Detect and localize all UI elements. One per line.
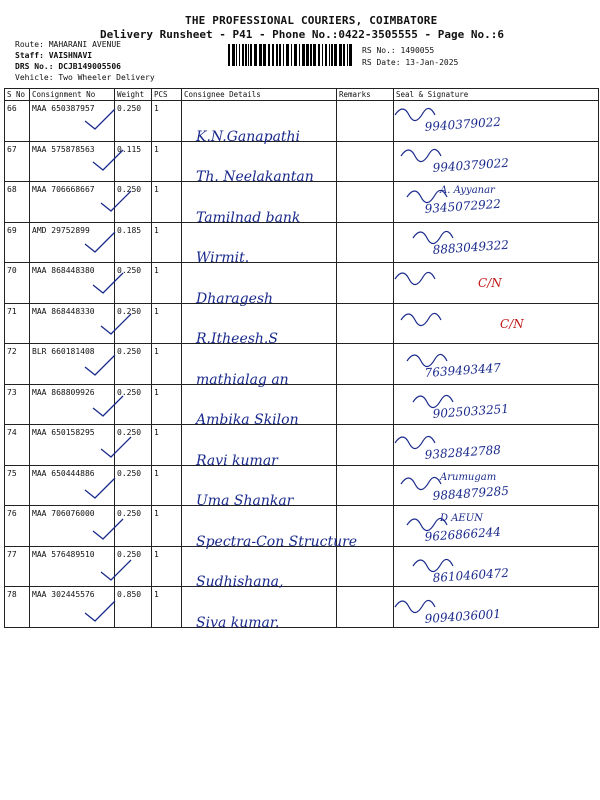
row-consignee (182, 344, 337, 388)
row-pcs (152, 384, 182, 425)
handwritten-phone: 7639493447 (424, 360, 502, 380)
row-pcs (152, 506, 182, 547)
row-consignment-no-text: MAA 706076000 (32, 509, 95, 518)
handwritten-phone: 9094036001 (424, 606, 502, 626)
col-header-consignment: Consignment No (30, 89, 115, 101)
row-sno-text: 71 (7, 306, 17, 316)
table-row (5, 425, 599, 466)
row-remarks (337, 101, 394, 142)
row-sno-text: 78 (7, 590, 17, 599)
barcode-bar (232, 44, 235, 66)
row-signature (394, 141, 599, 182)
row-consignment-no (30, 263, 115, 304)
col-header-signature: Seal & Signature (394, 89, 599, 101)
barcode-bar (268, 44, 270, 66)
row-consignment-no-text: MAA 575878563 (32, 144, 95, 154)
table-row (5, 303, 599, 344)
row-pcs (152, 425, 182, 466)
row-consignee (182, 384, 337, 428)
row-sno-text: 72 (7, 347, 17, 356)
consignee-handwritten-name: Th. Neelakantan (196, 169, 314, 185)
row-consignee (182, 303, 337, 347)
barcode-graphic (228, 44, 355, 66)
table-header-row (5, 89, 599, 101)
barcode-bar (302, 44, 305, 66)
row-weight (115, 344, 152, 385)
row-pcs-text: 1 (154, 144, 159, 154)
row-pcs-text: 1 (154, 509, 159, 518)
row-pcs-text: 1 (154, 225, 159, 235)
table-row (5, 344, 599, 385)
row-weight (115, 141, 152, 182)
barcode-bar (263, 44, 266, 66)
drs-value: DCJB149005506 (58, 62, 121, 71)
row-signature (394, 425, 599, 466)
drs-label: DRS No.: (15, 62, 54, 71)
row-signature (394, 465, 599, 506)
barcode-bar (329, 44, 330, 66)
barcode-bar (331, 44, 333, 66)
row-pcs (152, 101, 182, 142)
row-pcs (152, 465, 182, 506)
row-consignment-no (30, 587, 115, 628)
row-weight-text: 0.250 (117, 185, 142, 194)
consignee-handwritten-name: Uma Shankar (196, 493, 294, 509)
row-consignee (182, 141, 337, 185)
row-remarks (337, 425, 394, 466)
barcode-bar (250, 44, 252, 66)
runsheet-subtitle: Delivery Runsheet - P41 - Phone No.:0422-3505555 - Page No.:6 (100, 28, 504, 41)
row-remarks (337, 344, 394, 385)
row-pcs (152, 587, 182, 628)
handwritten-phone: 9940379022 (424, 114, 502, 134)
row-consignment-no-text: MAA 650444886 (32, 468, 95, 478)
table-row (5, 101, 599, 142)
col-header-consignee: Consignee Details (182, 89, 337, 101)
handwritten-phone: 9626866244 (424, 524, 502, 544)
row-sno-text: 69 (7, 225, 17, 235)
row-sno (5, 182, 30, 223)
row-consignee (182, 182, 337, 226)
row-pcs-text: 1 (154, 104, 159, 113)
row-pcs (152, 546, 182, 587)
handwritten-phone: 9884879285 (432, 483, 510, 503)
row-weight (115, 587, 152, 628)
row-pcs-text: 1 (154, 306, 159, 316)
handwritten-phone: 9382842788 (424, 442, 502, 462)
barcode-bar (318, 44, 320, 66)
row-consignee (182, 101, 337, 145)
table-row (5, 141, 599, 182)
row-weight (115, 425, 152, 466)
table-row (5, 506, 599, 547)
barcode-bar (272, 44, 274, 66)
row-remarks (337, 182, 394, 223)
row-remarks (337, 263, 394, 304)
consignee-handwritten-name: mathialag an (196, 371, 289, 388)
table-row (5, 182, 599, 223)
row-weight (115, 465, 152, 506)
row-consignment-no (30, 506, 115, 547)
consignee-handwritten-name: R.Itheesh.S (196, 331, 278, 347)
route-label: Route: MAHARANI AVENUE (15, 40, 121, 49)
row-weight (115, 546, 152, 587)
consignee-handwritten-name: Siva kumar. (196, 614, 280, 631)
runsheet-table (4, 88, 599, 631)
row-consignee (182, 546, 337, 590)
row-weight (115, 101, 152, 142)
row-consignee (182, 587, 337, 631)
col-header-sno: S No (5, 89, 30, 101)
row-pcs (152, 344, 182, 385)
page-title: THE PROFESSIONAL COURIERS, COIMBATORE (185, 14, 438, 27)
table-row (5, 222, 599, 263)
row-weight-text: 0.250 (117, 468, 142, 478)
barcode-bar (254, 44, 257, 66)
row-weight (115, 384, 152, 425)
row-consignment-no-text: MAA 302445576 (32, 590, 95, 599)
row-weight (115, 303, 152, 344)
barcode (228, 44, 355, 66)
barcode-bar (325, 44, 327, 66)
row-consignment-no-text: MAA 650387957 (32, 104, 95, 113)
table-row (5, 587, 599, 628)
handwritten-phone: 9345072922 (424, 196, 502, 216)
barcode-bar (259, 44, 262, 66)
row-signature (394, 101, 599, 142)
barcode-bar (347, 44, 348, 66)
col-header-weight: Weight (115, 89, 152, 101)
row-consignment-no (30, 546, 115, 587)
row-consignee (182, 263, 337, 307)
table-row (5, 546, 599, 587)
row-remarks (337, 546, 394, 587)
row-sno-text: 73 (7, 387, 17, 397)
row-sno (5, 384, 30, 425)
row-weight-text: 0.250 (117, 549, 142, 559)
row-sno (5, 465, 30, 506)
barcode-bar (242, 44, 244, 66)
row-remarks (337, 141, 394, 182)
row-consignee (182, 506, 358, 550)
row-sno (5, 222, 30, 263)
row-sno-text: 75 (7, 468, 17, 478)
staff-label: Staff: (15, 51, 44, 60)
row-consignment-no (30, 141, 115, 182)
handwritten-phone: 9025033251 (432, 401, 510, 421)
red-cn-mark: C/N (500, 317, 524, 331)
row-sno-text: 66 (7, 104, 17, 113)
row-pcs-text: 1 (154, 549, 159, 559)
row-pcs-text: 1 (154, 590, 159, 599)
row-sno (5, 506, 30, 547)
row-pcs-text: 1 (154, 428, 159, 437)
col-header-pcs: PCS (152, 89, 182, 101)
drs-row (15, 62, 121, 71)
row-consignment-no-text: MAA 650158295 (32, 428, 95, 437)
barcode-bar (343, 44, 345, 66)
row-consignee (182, 425, 337, 469)
row-weight-text: 0.250 (117, 266, 142, 275)
row-consignment-no (30, 425, 115, 466)
vehicle-label: Vehicle: Two Wheeler Delivery (15, 73, 155, 82)
consignee-handwritten-name: Dharagesh (196, 290, 274, 307)
row-weight (115, 222, 152, 263)
row-weight-text: 0.250 (117, 306, 142, 316)
row-consignment-no-text: MAA 576489510 (32, 549, 95, 559)
row-signature (394, 182, 599, 223)
row-signature (394, 222, 599, 263)
barcode-bar (245, 44, 247, 66)
row-consignment-no-text: BLR 660181408 (32, 347, 95, 356)
handwritten-phone: 9940379022 (432, 155, 510, 175)
row-signature (394, 384, 599, 425)
staff-row (15, 51, 92, 60)
row-sno-text: 77 (7, 549, 17, 559)
row-pcs-text: 1 (154, 185, 159, 194)
row-remarks (337, 465, 394, 506)
table-row (5, 465, 599, 506)
row-signature (394, 263, 599, 304)
row-weight (115, 182, 152, 223)
row-sno-text: 70 (7, 266, 17, 275)
barcode-bar (322, 44, 323, 66)
consignee-handwritten-name: Ambika Skilon (196, 412, 299, 428)
row-remarks (337, 587, 394, 628)
row-sno (5, 263, 30, 304)
row-consignment-no (30, 384, 115, 425)
row-weight (115, 506, 152, 547)
row-pcs-text: 1 (154, 266, 159, 275)
handwritten-phone: 8610460472 (432, 565, 510, 585)
barcode-bar (239, 44, 240, 66)
handwritten-phone: 8883049322 (432, 237, 510, 257)
rs-date: RS Date: 13-Jan-2025 (362, 58, 459, 67)
row-sno (5, 141, 30, 182)
row-weight-text: 0.250 (117, 509, 142, 518)
consignee-handwritten-name: Spectra-Con Structure (196, 533, 358, 550)
row-consignment-no-text: MAA 868448380 (32, 266, 95, 275)
row-consignment-no (30, 182, 115, 223)
row-remarks (337, 222, 394, 263)
row-sno-text: 76 (7, 509, 17, 518)
row-sno (5, 546, 30, 587)
consignee-handwritten-name: Sudhishana, (196, 574, 284, 590)
row-remarks (337, 303, 394, 344)
red-cn-mark: C/N (478, 276, 502, 290)
barcode-bar (236, 44, 237, 66)
row-sno (5, 587, 30, 628)
row-pcs-text: 1 (154, 347, 159, 356)
barcode-bar (310, 44, 312, 66)
row-pcs (152, 263, 182, 304)
row-signature (394, 344, 599, 385)
row-sno (5, 101, 30, 142)
row-signature (394, 506, 599, 547)
rs-number: RS No.: 1490055 (362, 46, 435, 55)
staff-value: VAISHNAVI (48, 51, 93, 60)
table-row (5, 263, 599, 304)
row-weight (115, 263, 152, 304)
row-consignment-no (30, 303, 115, 344)
row-pcs (152, 182, 182, 223)
consignee-handwritten-name: Tamilnad bank (196, 209, 301, 226)
row-sno-text: 68 (7, 185, 17, 194)
barcode-bar (313, 44, 316, 66)
barcode-bar (283, 44, 284, 66)
row-consignment-no (30, 465, 115, 506)
row-weight-text: 0.850 (117, 590, 142, 599)
row-consignment-no (30, 344, 115, 385)
barcode-bar (349, 44, 352, 66)
signature-name: D AEUN (440, 513, 483, 524)
row-weight-text: 0.250 (117, 347, 142, 356)
row-weight-text: 0.185 (117, 225, 142, 235)
barcode-bar (248, 44, 249, 66)
barcode-bar (286, 44, 289, 66)
col-header-remarks: Remarks (337, 89, 394, 101)
consignee-handwritten-name: Wirmit. (196, 250, 250, 266)
consignee-handwritten-name: Ravi kumar (196, 452, 278, 469)
row-weight-text: 0.250 (117, 428, 142, 437)
barcode-bar (276, 44, 278, 66)
row-pcs (152, 222, 182, 263)
barcode-bar (299, 44, 300, 66)
barcode-bar (291, 44, 292, 66)
row-sno (5, 303, 30, 344)
barcode-bar (339, 44, 342, 66)
row-consignment-no-text: MAA 868448330 (32, 306, 95, 316)
barcode-bar (306, 44, 309, 66)
barcode-bar (279, 44, 281, 66)
table-row (5, 384, 599, 425)
barcode-bar (334, 44, 337, 66)
row-weight-text: 0.250 (117, 387, 142, 397)
consignee-handwritten-name: K.N.Ganapathi (196, 128, 301, 145)
row-consignment-no-text: MAA 706668667 (32, 185, 95, 194)
row-signature (394, 303, 599, 344)
row-signature (394, 587, 599, 628)
signature-name: Arumugam (440, 472, 497, 483)
row-remarks (337, 384, 394, 425)
row-consignment-no (30, 101, 115, 142)
row-weight-text: 0.250 (117, 104, 142, 113)
row-sno (5, 344, 30, 385)
row-consignee (182, 222, 337, 266)
barcode-bar (228, 44, 230, 66)
row-pcs-text: 1 (154, 387, 159, 397)
row-consignment-no (30, 222, 115, 263)
row-sno (5, 425, 30, 466)
row-weight-text: 0.115 (117, 144, 142, 154)
row-sno-text: 67 (7, 144, 17, 154)
row-consignment-no-text: AMD 29752899 (32, 225, 90, 235)
row-signature (394, 546, 599, 587)
row-pcs (152, 303, 182, 344)
barcode-bar (294, 44, 297, 66)
row-consignment-no-text: MAA 868809926 (32, 387, 95, 397)
row-sno-text: 74 (7, 428, 17, 437)
signature-name: A. Ayyanar (440, 185, 495, 196)
row-pcs (152, 141, 182, 182)
row-consignee (182, 465, 337, 509)
row-pcs-text: 1 (154, 468, 159, 478)
